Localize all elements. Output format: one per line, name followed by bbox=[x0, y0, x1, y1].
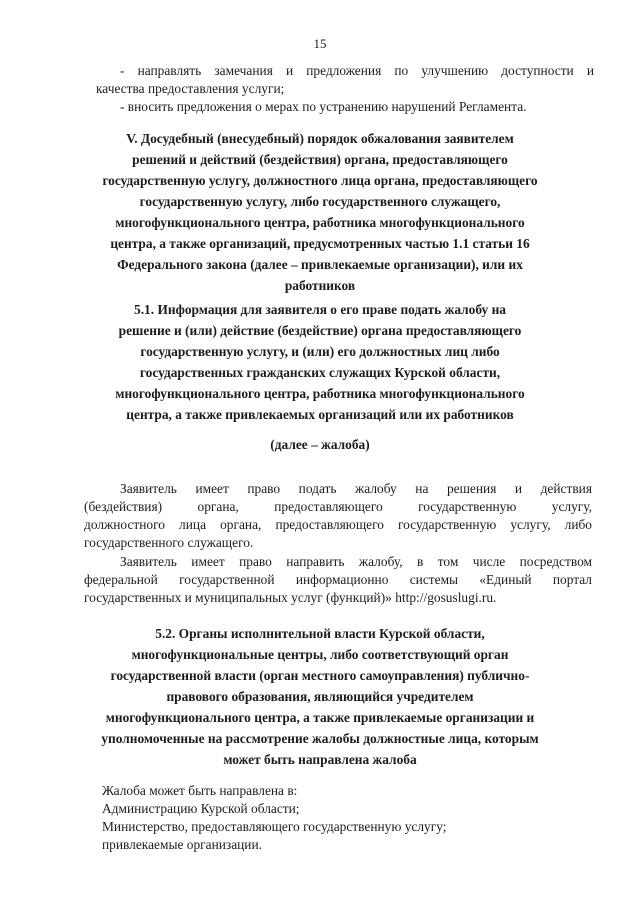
section-heading-line: решений и действий (бездействия) органа, предоставляющего bbox=[132, 152, 508, 167]
section-heading-line: государственную услугу, либо государственного служащего, bbox=[139, 194, 501, 209]
list-item-text: Министерство, предоставляющего государственную услугу; bbox=[102, 819, 447, 834]
subsection-heading-line: правового образования, являющийся учредителем bbox=[166, 689, 474, 704]
list-item-text: - направлять замечания и предложения по улучшению доступности и bbox=[120, 63, 594, 78]
section-heading-line: многофункционального центра, работника многофункционального bbox=[115, 215, 525, 230]
paragraph-line: федеральной государственной информационно системы «Единый портал bbox=[84, 572, 592, 587]
subsection-heading-line: центра, а также привлекаемых организаций или их работников bbox=[126, 407, 514, 422]
subsection-heading-line: многофункционального центра, работника многофункционального bbox=[115, 386, 525, 401]
subsection-heading-line: 5.1. Информация для заявителя о его праве подать жалобу на bbox=[134, 302, 506, 317]
paragraph-line: должностного лица органа, предоставляющего государственную услугу, либо bbox=[84, 517, 592, 532]
section-heading-line: Федерального закона (далее – привлекаемые организации), или их bbox=[117, 257, 523, 272]
paragraph-line: Заявитель имеет право подать жалобу на решения и действия bbox=[120, 481, 592, 496]
section-heading-line: центра, а также организаций, предусмотренных частью 1.1 статьи 16 bbox=[110, 236, 530, 251]
list-item-text: Жалоба может быть направлена в: bbox=[102, 783, 298, 798]
subsection-heading-line: многофункциональные центры, либо соответствующий орган bbox=[131, 647, 509, 662]
section-heading-line: работников bbox=[284, 278, 356, 293]
list-item-text: Администрацию Курской области; bbox=[102, 801, 300, 816]
paragraph-line: (бездействия) органа, предоставляющего государственную услугу, bbox=[84, 499, 592, 514]
subsection-heading-line: может быть направлена жалоба bbox=[223, 752, 417, 767]
subsection-heading-line: (далее – жалоба) bbox=[270, 437, 370, 452]
section-heading-line: государственную услугу, должностного лица органа, предоставляющего bbox=[102, 173, 538, 188]
subsection-heading-line: уполномоченные на рассмотрение жалобы должностные лица, которым bbox=[101, 731, 539, 746]
subsection-heading-line: многофункционального центра, а также привлекаемые организации и bbox=[105, 710, 535, 725]
subsection-heading-line: государственных гражданских служащих Курской области, bbox=[139, 365, 501, 380]
page-number: 15 bbox=[313, 36, 327, 51]
paragraph-line: государственного служащего. bbox=[84, 535, 254, 550]
subsection-heading-line: государственную услугу, и (или) его должностных лиц либо bbox=[140, 344, 500, 359]
list-item-text: привлекаемые организации. bbox=[102, 837, 262, 852]
subsection-heading-line: 5.2. Органы исполнительной власти Курской области, bbox=[155, 626, 485, 641]
list-item-text: качества предоставления услуги; bbox=[96, 81, 285, 96]
section-heading-line: V. Досудебный (внесудебный) порядок обжалования заявителем bbox=[126, 131, 514, 146]
paragraph-line: государственных и муниципальных услуг (функций)» http://gosuslugi.ru. bbox=[84, 590, 497, 605]
subsection-heading-line: государственной власти (орган местного самоуправления) публично- bbox=[110, 668, 530, 683]
paragraph-line: Заявитель имеет право направить жалобу, в том числе посредством bbox=[120, 554, 592, 569]
list-item-text: - вносить предложения о мерах по устранению нарушений Регламента. bbox=[120, 99, 527, 114]
subsection-heading-line: решение и (или) действие (бездействие) органа предоставляющего bbox=[118, 323, 522, 338]
